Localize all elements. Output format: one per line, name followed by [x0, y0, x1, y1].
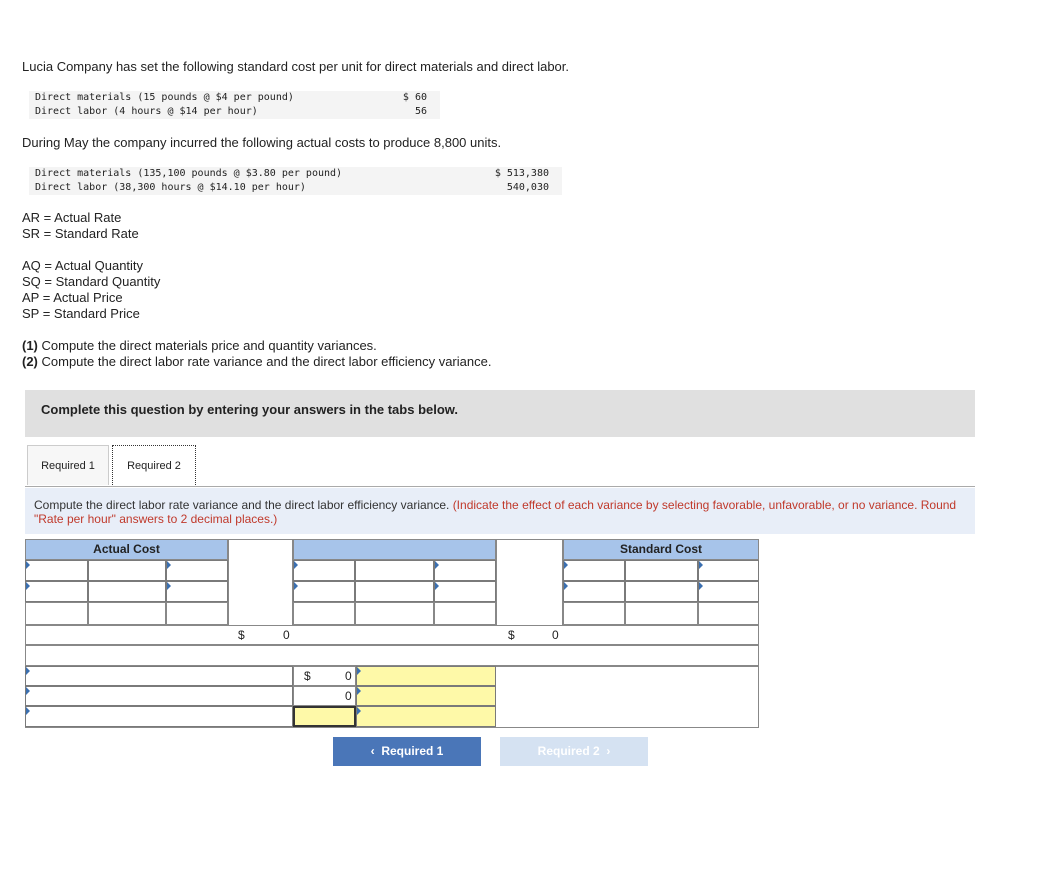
standard-value-2[interactable]	[625, 581, 698, 602]
middle-label-4[interactable]	[434, 581, 496, 602]
standard-row-label: Direct labor (4 hours @ $14 per hour)	[35, 106, 258, 117]
definition-sq: SQ = Standard Quantity	[22, 274, 161, 289]
variance-label-rate[interactable]	[25, 666, 293, 686]
actual-cost-header: Actual Cost	[25, 539, 228, 560]
variance-total-input[interactable]	[293, 706, 356, 727]
prev-required-button[interactable]	[333, 737, 481, 766]
actual-row-label: Direct labor (38,300 hours @ $14.10 per hour)	[35, 182, 306, 193]
definition-sp: SP = Standard Price	[22, 306, 140, 321]
gap-column-1	[228, 539, 293, 625]
actual-value-2[interactable]	[88, 581, 166, 602]
variance-label-total[interactable]	[25, 706, 293, 727]
standard-total-value: 0	[552, 628, 559, 642]
middle-label-3[interactable]	[293, 581, 355, 602]
middle-value-1[interactable]	[355, 560, 434, 581]
question-1-text: Compute the direct materials price and quantity variances.	[37, 338, 377, 353]
chevron-right-icon: ›	[606, 744, 611, 758]
variance-total-effect-select[interactable]	[356, 706, 496, 727]
actual-cell	[166, 602, 228, 625]
intro-standard-text: Lucia Company has set the following standard cost per unit for direct materials and direct labor.	[22, 59, 570, 74]
standard-label-1[interactable]	[563, 560, 625, 581]
actual-row-value: $ 513,380	[494, 168, 549, 179]
standard-total-currency: $	[508, 628, 515, 642]
actual-value-1[interactable]	[88, 560, 166, 581]
definition-aq: AQ = Actual Quantity	[22, 258, 144, 273]
instruction-main: Compute the direct labor rate variance and the direct labor efficiency variance.	[34, 498, 450, 512]
standard-cell	[625, 602, 698, 625]
variance-efficiency-effect-select[interactable]	[356, 686, 496, 706]
intro-actual-text: During May the company incurred the following actual costs to produce 8,800 units.	[22, 135, 502, 150]
standard-row-value: 56	[414, 106, 427, 117]
standard-row-value: $ 60	[402, 92, 427, 103]
variance-efficiency-value: 0	[345, 689, 352, 703]
instruction-note: (Indicate the effect of each variance by selecting favorable, unfavorable, or no variance. Round "Rate per hour" answers to 2 decimal places.)	[34, 498, 957, 526]
actual-total-currency: $	[238, 628, 245, 642]
standard-cost-header: Standard Cost	[563, 539, 759, 560]
totals-row	[25, 625, 759, 645]
middle-cell	[355, 602, 434, 625]
definition-sr: SR = Standard Rate	[22, 226, 139, 241]
middle-label-1[interactable]	[293, 560, 355, 581]
actual-row-label: Direct materials (135,100 pounds @ $3.80 per pound)	[35, 168, 343, 179]
next-button-label: Required 2	[537, 744, 600, 758]
standard-cell	[563, 602, 625, 625]
prev-button-label: Required 1	[381, 744, 444, 758]
question-1-number: (1)	[22, 338, 38, 353]
chevron-left-icon: ‹	[370, 744, 375, 758]
middle-header	[293, 539, 496, 560]
definition-ap: AP = Actual Price	[22, 290, 123, 305]
tab-required-2[interactable]: Required 2	[112, 445, 196, 485]
middle-cell	[293, 602, 355, 625]
variance-label-efficiency[interactable]	[25, 686, 293, 706]
question-2-number: (2)	[22, 354, 38, 369]
actual-label-4[interactable]	[166, 581, 228, 602]
standard-row-label: Direct materials (15 pounds @ $4 per pound)	[35, 92, 294, 103]
middle-cell	[434, 602, 496, 625]
banner-text: Complete this question by entering your answers in the tabs below.	[41, 402, 459, 417]
question-2-text: Compute the direct labor rate variance and the direct labor efficiency variance.	[37, 354, 492, 369]
variance-rate-value: 0	[345, 669, 352, 683]
actual-cell	[25, 602, 88, 625]
middle-label-2[interactable]	[434, 560, 496, 581]
tab-required-1[interactable]: Required 1	[27, 445, 109, 485]
standard-label-2[interactable]	[698, 560, 759, 581]
actual-label-1[interactable]	[25, 560, 88, 581]
actual-row-value: 540,030	[506, 182, 549, 193]
actual-label-2[interactable]	[166, 560, 228, 581]
next-required-button[interactable]	[500, 737, 648, 766]
actual-total-value: 0	[283, 628, 290, 642]
gap-column-2	[496, 539, 563, 625]
standard-label-4[interactable]	[698, 581, 759, 602]
variance-rate-effect-select[interactable]	[356, 666, 496, 686]
actual-label-3[interactable]	[25, 581, 88, 602]
standard-cell	[698, 602, 759, 625]
definition-ar: AR = Actual Rate	[22, 210, 122, 225]
middle-value-2[interactable]	[355, 581, 434, 602]
variance-rate-currency: $	[304, 669, 311, 683]
standard-value-1[interactable]	[625, 560, 698, 581]
actual-cell	[88, 602, 166, 625]
variance-header-row	[25, 645, 759, 666]
standard-label-3[interactable]	[563, 581, 625, 602]
